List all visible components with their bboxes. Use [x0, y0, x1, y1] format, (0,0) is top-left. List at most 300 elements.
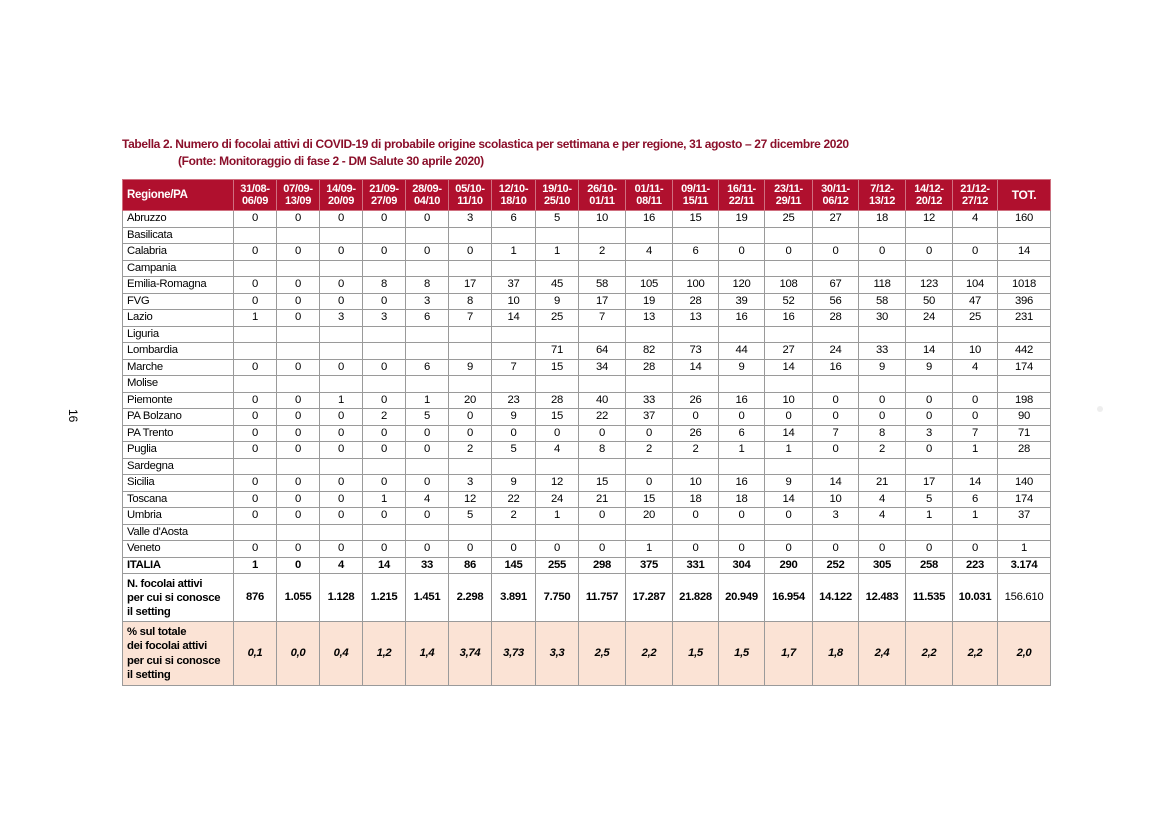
header-week-2	[277, 180, 320, 211]
week-value: 30	[859, 310, 906, 327]
week-value: 1	[536, 508, 579, 525]
week-value: 0	[765, 409, 813, 426]
italia-value: 255	[536, 557, 579, 574]
week-value	[579, 524, 626, 541]
week-value: 0	[363, 392, 406, 409]
week-value: 0	[719, 409, 765, 426]
week-value: 37	[626, 409, 673, 426]
week-value: 0	[277, 310, 320, 327]
label-line: per cui si conosce	[127, 591, 221, 604]
week-value: 12	[449, 491, 492, 508]
percent-value: 0,0	[277, 622, 320, 686]
week-value: 25	[765, 211, 813, 228]
percent-value: 3,3	[536, 622, 579, 686]
week-end: 06/09	[241, 195, 269, 207]
week-value	[449, 227, 492, 244]
week-value	[492, 524, 536, 541]
week-value: 3	[320, 310, 363, 327]
week-value	[765, 376, 813, 393]
week-value	[277, 326, 320, 343]
week-value	[536, 376, 579, 393]
header-week-15	[859, 180, 906, 211]
week-value: 1	[492, 244, 536, 261]
week-value: 33	[859, 343, 906, 360]
week-value: 0	[765, 244, 813, 261]
week-value: 0	[277, 491, 320, 508]
week-value: 0	[363, 475, 406, 492]
week-value	[765, 326, 813, 343]
week-end: 22/11	[728, 195, 755, 207]
week-value: 16	[813, 359, 859, 376]
week-value: 2	[626, 442, 673, 459]
row-total: 231	[998, 310, 1051, 327]
week-value: 18	[673, 491, 719, 508]
week-value: 105	[626, 277, 673, 294]
row-total: 1018	[998, 277, 1051, 294]
week-value	[234, 524, 277, 541]
week-value: 6	[492, 211, 536, 228]
week-value: 0	[859, 541, 906, 558]
week-value: 1	[765, 442, 813, 459]
region-name: Abruzzo	[123, 211, 234, 228]
header-total: TOT.	[998, 180, 1051, 211]
row-total: 140	[998, 475, 1051, 492]
week-value: 0	[234, 277, 277, 294]
week-value: 15	[673, 211, 719, 228]
week-value	[320, 227, 363, 244]
week-value: 58	[579, 277, 626, 294]
week-value	[626, 376, 673, 393]
week-value: 4	[953, 359, 998, 376]
week-value: 1	[320, 392, 363, 409]
week-value	[673, 260, 719, 277]
table-row	[123, 277, 1051, 294]
week-end: 13/12	[868, 195, 896, 207]
table-row	[123, 475, 1051, 492]
week-value: 40	[579, 392, 626, 409]
week-value: 9	[492, 475, 536, 492]
region-name: Sardegna	[123, 458, 234, 475]
week-value: 100	[673, 277, 719, 294]
region-name: PA Bolzano	[123, 409, 234, 426]
week-value: 0	[953, 392, 998, 409]
week-value: 37	[492, 277, 536, 294]
n-focolai-value: 11.757	[579, 574, 626, 622]
week-value: 82	[626, 343, 673, 360]
week-value: 14	[765, 359, 813, 376]
week-value: 0	[234, 359, 277, 376]
week-value: 0	[320, 211, 363, 228]
region-name: FVG	[123, 293, 234, 310]
week-value: 123	[906, 277, 953, 294]
week-value	[579, 326, 626, 343]
week-value: 5	[449, 508, 492, 525]
n-focolai-value: 16.954	[765, 574, 813, 622]
row-total	[998, 458, 1051, 475]
week-value	[234, 326, 277, 343]
week-value: 7	[579, 310, 626, 327]
italia-total: 3.174	[998, 557, 1051, 574]
row-total: 28	[998, 442, 1051, 459]
week-value	[953, 326, 998, 343]
week-value: 26	[673, 425, 719, 442]
focolai-table	[122, 179, 1051, 686]
week-value: 18	[719, 491, 765, 508]
table-row	[123, 359, 1051, 376]
week-value	[906, 524, 953, 541]
table-row	[123, 409, 1051, 426]
week-value	[813, 524, 859, 541]
week-value: 0	[406, 508, 449, 525]
region-name: Lombardia	[123, 343, 234, 360]
percent-value: 1,2	[363, 622, 406, 686]
week-value	[492, 343, 536, 360]
week-value: 27	[765, 343, 813, 360]
week-value: 10	[579, 211, 626, 228]
week-value: 24	[906, 310, 953, 327]
row-total: 160	[998, 211, 1051, 228]
week-end: 18/10	[500, 195, 527, 207]
week-value: 0	[234, 244, 277, 261]
week-value: 0	[363, 359, 406, 376]
italia-value: 14	[363, 557, 406, 574]
week-value: 6	[719, 425, 765, 442]
week-value	[363, 260, 406, 277]
week-value: 0	[449, 409, 492, 426]
week-value: 19	[719, 211, 765, 228]
week-value: 10	[953, 343, 998, 360]
week-end: 25/10	[543, 195, 571, 207]
week-value: 9	[449, 359, 492, 376]
week-value	[363, 227, 406, 244]
table-row	[123, 491, 1051, 508]
week-value	[859, 227, 906, 244]
week-value: 15	[626, 491, 673, 508]
week-value: 0	[765, 508, 813, 525]
week-value: 3	[363, 310, 406, 327]
week-value: 10	[673, 475, 719, 492]
percent-value: 3,73	[492, 622, 536, 686]
week-value: 0	[320, 244, 363, 261]
header-week-1	[234, 180, 277, 211]
week-value: 5	[406, 409, 449, 426]
week-value	[953, 227, 998, 244]
week-value: 7	[492, 359, 536, 376]
row-total: 174	[998, 491, 1051, 508]
week-value	[536, 260, 579, 277]
week-value: 0	[449, 244, 492, 261]
week-value: 0	[277, 508, 320, 525]
percent-value: 2,4	[859, 622, 906, 686]
week-value: 7	[953, 425, 998, 442]
week-value: 7	[813, 425, 859, 442]
week-value: 9	[536, 293, 579, 310]
week-value: 45	[536, 277, 579, 294]
week-value	[536, 326, 579, 343]
week-value	[673, 376, 719, 393]
region-name: Liguria	[123, 326, 234, 343]
row-total	[998, 376, 1051, 393]
week-value: 0	[406, 475, 449, 492]
week-value	[765, 458, 813, 475]
week-value: 39	[719, 293, 765, 310]
week-value	[406, 376, 449, 393]
week-value	[626, 524, 673, 541]
week-value: 0	[320, 425, 363, 442]
week-end: 01/11	[589, 195, 615, 207]
n-focolai-value: 12.483	[859, 574, 906, 622]
label-line: N. focolai attivi	[127, 577, 203, 590]
week-value	[363, 326, 406, 343]
row-total	[998, 524, 1051, 541]
week-value: 0	[234, 392, 277, 409]
week-value: 23	[492, 392, 536, 409]
week-value: 0	[277, 442, 320, 459]
week-value: 1	[536, 244, 579, 261]
week-value	[673, 524, 719, 541]
week-value: 26	[673, 392, 719, 409]
week-value: 9	[765, 475, 813, 492]
table-row	[123, 343, 1051, 360]
italia-label: ITALIA	[123, 557, 234, 574]
week-value	[579, 376, 626, 393]
week-value	[449, 376, 492, 393]
percent-value: 0,1	[234, 622, 277, 686]
week-value: 0	[579, 425, 626, 442]
week-value: 0	[320, 541, 363, 558]
week-value	[406, 458, 449, 475]
week-start: 16/11-	[727, 182, 756, 195]
n-focolai-value: 20.949	[719, 574, 765, 622]
week-value: 24	[536, 491, 579, 508]
header-week-9	[579, 180, 626, 211]
week-value: 0	[492, 425, 536, 442]
week-value: 0	[406, 541, 449, 558]
week-value: 0	[320, 359, 363, 376]
percent-value: 1,7	[765, 622, 813, 686]
table-row	[123, 376, 1051, 393]
row-total: 1	[998, 541, 1051, 558]
week-value: 0	[363, 211, 406, 228]
week-value	[906, 227, 953, 244]
week-value: 0	[277, 475, 320, 492]
italia-value: 223	[953, 557, 998, 574]
n-focolai-value: 3.891	[492, 574, 536, 622]
week-value: 67	[813, 277, 859, 294]
week-value	[449, 524, 492, 541]
table-row	[123, 458, 1051, 475]
week-start: 07/09-	[283, 182, 313, 195]
week-value: 3	[813, 508, 859, 525]
week-value: 10	[765, 392, 813, 409]
week-value	[906, 260, 953, 277]
week-value: 17	[579, 293, 626, 310]
week-value	[906, 376, 953, 393]
week-value: 0	[234, 211, 277, 228]
week-value	[234, 343, 277, 360]
week-value: 0	[277, 359, 320, 376]
week-start: 31/08-	[240, 182, 270, 195]
week-value: 0	[906, 392, 953, 409]
week-value: 0	[320, 277, 363, 294]
week-value: 12	[906, 211, 953, 228]
row-total: 396	[998, 293, 1051, 310]
week-end: 27/12	[961, 195, 989, 207]
week-value: 8	[579, 442, 626, 459]
week-value: 15	[536, 359, 579, 376]
week-value: 0	[813, 442, 859, 459]
region-name: Lazio	[123, 310, 234, 327]
week-value: 0	[277, 409, 320, 426]
week-value	[406, 524, 449, 541]
week-value	[953, 376, 998, 393]
week-value: 0	[719, 541, 765, 558]
week-start: 05/10-	[455, 182, 485, 195]
week-start: 21/12-	[960, 182, 990, 195]
week-value: 28	[673, 293, 719, 310]
week-value	[626, 458, 673, 475]
table-row	[123, 211, 1051, 228]
percent-row	[123, 622, 1051, 686]
row-total: 90	[998, 409, 1051, 426]
week-value: 0	[320, 442, 363, 459]
week-value: 4	[953, 211, 998, 228]
week-value: 64	[579, 343, 626, 360]
row-total: 71	[998, 425, 1051, 442]
week-value: 3	[406, 293, 449, 310]
week-value	[765, 260, 813, 277]
week-value: 5	[536, 211, 579, 228]
week-value	[234, 260, 277, 277]
week-value: 27	[813, 211, 859, 228]
week-value: 0	[406, 425, 449, 442]
week-value	[234, 227, 277, 244]
week-value: 21	[579, 491, 626, 508]
header-week-4	[363, 180, 406, 211]
percent-value: 2,2	[626, 622, 673, 686]
week-value: 0	[234, 442, 277, 459]
week-value	[906, 458, 953, 475]
week-value: 6	[406, 359, 449, 376]
week-value	[719, 458, 765, 475]
region-name: Piemonte	[123, 392, 234, 409]
week-value: 118	[859, 277, 906, 294]
week-value: 0	[277, 244, 320, 261]
week-value	[813, 326, 859, 343]
week-value: 0	[719, 244, 765, 261]
week-value	[536, 524, 579, 541]
week-value: 0	[363, 442, 406, 459]
week-value: 14	[673, 359, 719, 376]
week-value: 2	[449, 442, 492, 459]
row-total: 198	[998, 392, 1051, 409]
italia-value: 258	[906, 557, 953, 574]
n-focolai-value: 21.828	[673, 574, 719, 622]
label-line: dei focolai attivi	[127, 640, 207, 652]
week-value: 0	[363, 293, 406, 310]
n-focolai-value: 1.451	[406, 574, 449, 622]
week-value	[277, 458, 320, 475]
table-row	[123, 541, 1051, 558]
week-value	[765, 227, 813, 244]
week-value: 20	[449, 392, 492, 409]
week-value: 0	[765, 541, 813, 558]
row-total: 37	[998, 508, 1051, 525]
week-value: 5	[492, 442, 536, 459]
week-value: 71	[536, 343, 579, 360]
week-value	[492, 227, 536, 244]
week-value: 13	[673, 310, 719, 327]
region-name: Puglia	[123, 442, 234, 459]
week-value: 14	[765, 425, 813, 442]
week-start: 21/09-	[369, 182, 399, 195]
week-value: 58	[859, 293, 906, 310]
week-value	[320, 326, 363, 343]
week-value: 8	[859, 425, 906, 442]
header-week-17	[953, 180, 998, 211]
n-focolai-value: 1.055	[277, 574, 320, 622]
week-value: 0	[673, 541, 719, 558]
week-value: 108	[765, 277, 813, 294]
header-week-5	[406, 180, 449, 211]
week-value: 14	[813, 475, 859, 492]
week-value	[859, 376, 906, 393]
week-value: 9	[906, 359, 953, 376]
week-value: 0	[953, 541, 998, 558]
region-name: Veneto	[123, 541, 234, 558]
region-name: Molise	[123, 376, 234, 393]
week-value	[406, 260, 449, 277]
week-value: 12	[536, 475, 579, 492]
week-value	[320, 458, 363, 475]
week-value: 0	[363, 244, 406, 261]
week-value: 1	[626, 541, 673, 558]
week-value: 4	[536, 442, 579, 459]
week-value: 0	[859, 244, 906, 261]
week-value	[673, 326, 719, 343]
week-end: 13/09	[284, 195, 312, 207]
week-value: 0	[813, 392, 859, 409]
week-value: 1	[906, 508, 953, 525]
week-end: 11/10	[457, 195, 483, 207]
week-value: 0	[449, 425, 492, 442]
week-value: 0	[536, 541, 579, 558]
week-value: 6	[953, 491, 998, 508]
week-value	[859, 260, 906, 277]
week-value: 0	[234, 409, 277, 426]
region-name: Emilia-Romagna	[123, 277, 234, 294]
n-focolai-value: 7.750	[536, 574, 579, 622]
italia-value: 0	[277, 557, 320, 574]
week-end: 06/12	[822, 195, 849, 207]
week-value: 4	[406, 491, 449, 508]
week-value	[277, 260, 320, 277]
week-value: 0	[320, 475, 363, 492]
n_focolai-label	[123, 574, 234, 622]
week-value	[277, 524, 320, 541]
percent-value: 1,5	[719, 622, 765, 686]
week-value: 15	[536, 409, 579, 426]
region-name: Toscana	[123, 491, 234, 508]
week-start: 12/10-	[498, 182, 529, 195]
week-value: 0	[813, 541, 859, 558]
table-row	[123, 442, 1051, 459]
page-number: 16	[66, 409, 80, 423]
week-value	[673, 458, 719, 475]
week-start: 28/09-	[412, 182, 442, 195]
week-value: 16	[719, 392, 765, 409]
week-value	[859, 326, 906, 343]
